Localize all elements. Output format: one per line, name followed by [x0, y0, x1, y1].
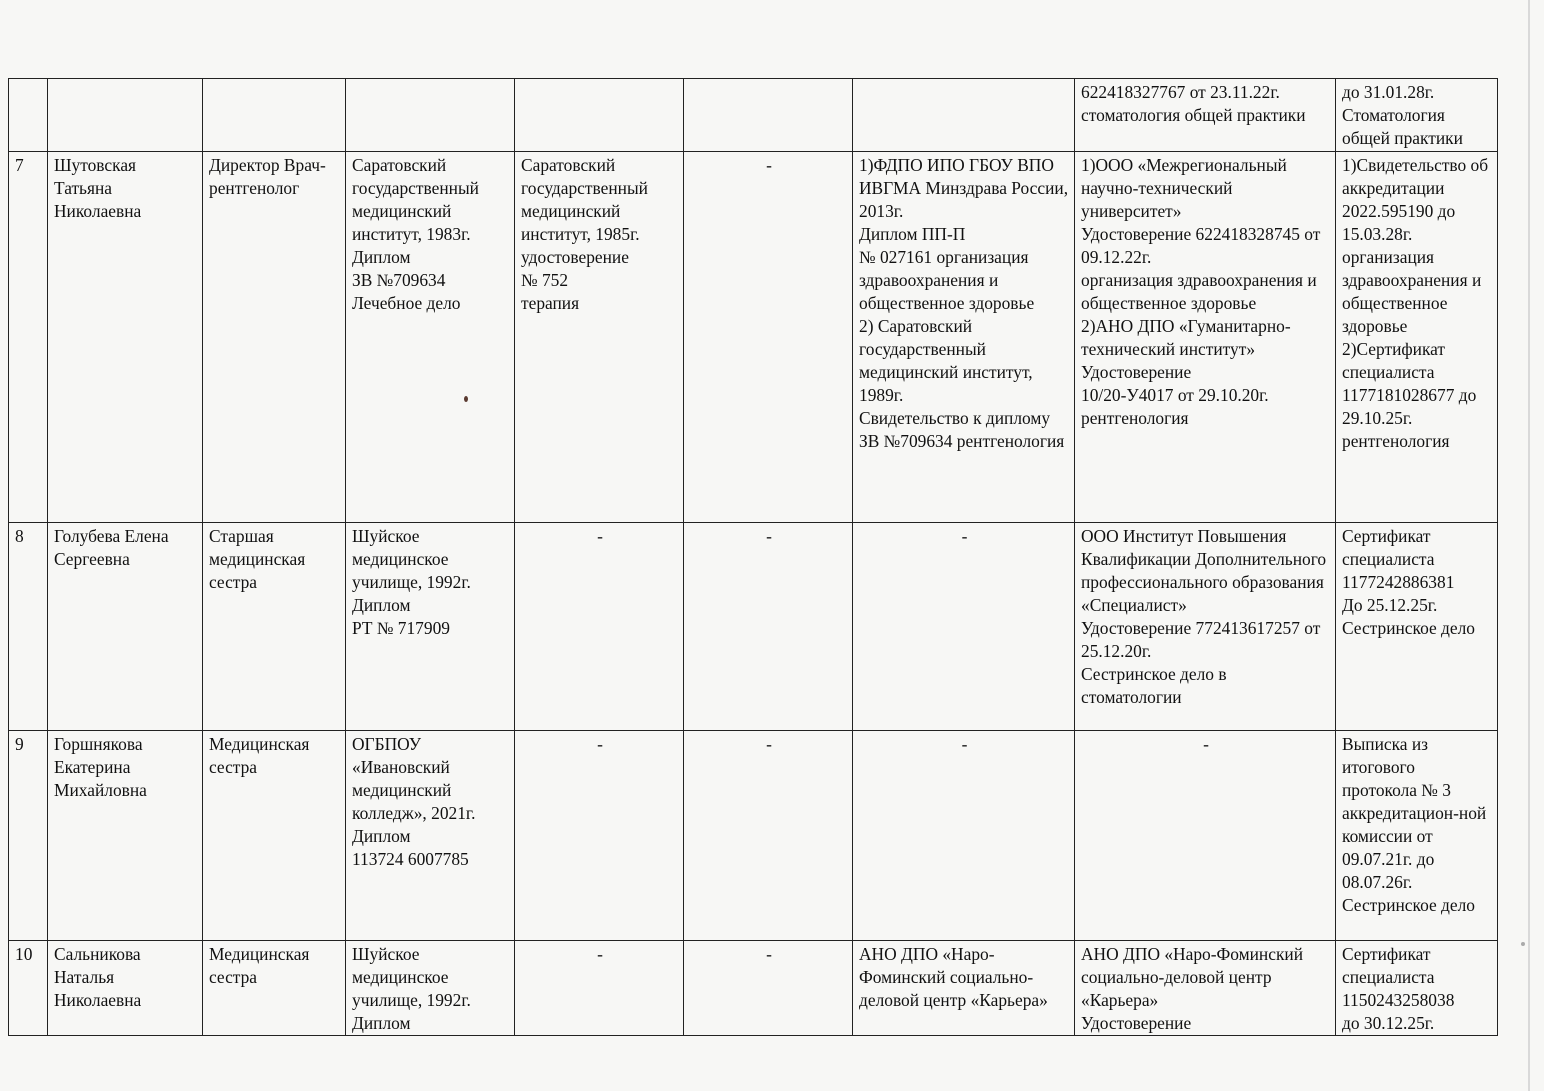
employee-position [203, 79, 346, 152]
qualification-cell: 622418327767 от 23.11.22г. стоматология общей практики [1075, 79, 1336, 152]
internship-cell: Саратовский государственный медицинский институт, 1985г. удостоверение № 752 терапия [515, 152, 684, 523]
table-row [9, 731, 1498, 941]
row-number: 7 [9, 152, 48, 523]
education-cell [346, 79, 515, 152]
internship-cell: - [515, 523, 684, 731]
employee-name: Горшнякова Екатерина Михайловна [48, 731, 203, 941]
qualification-cell: 1)ООО «Межрегиональный научно-технический университет» Удостоверение 622418328745 от 09.12.22г. организация здравоохранения и общественное здоровье 2)АНО ДПО «Гуманитарно-технический институт» Удостоверение 10/20-У4017 от 29.10.20г. рентгенология [1075, 152, 1336, 523]
education-cell: ОГБПОУ «Ивановский медицинский колледж», 2021г. Диплом 113724 6007785 [346, 731, 515, 941]
residency-cell: - [684, 152, 853, 523]
employee-name: Голубева Елена Сергеевна [48, 523, 203, 731]
retraining-cell: - [853, 731, 1075, 941]
residency-cell [684, 79, 853, 152]
row-number: 10 [9, 941, 48, 1036]
ink-speck [1521, 942, 1525, 946]
retraining-cell [853, 79, 1075, 152]
qualification-cell: АНО ДПО «Наро-Фоминский социально-деловой центр «Карьера» Удостоверение [1075, 941, 1336, 1036]
table-row [9, 152, 1498, 523]
employee-name [48, 79, 203, 152]
employee-name: Сальникова Наталья Николаевна [48, 941, 203, 1036]
internship-cell: - [515, 731, 684, 941]
certificate-cell: 1)Свидетельство об аккредитации 2022.595190 до 15.03.28г. организация здравоохранения и общественное здоровье 2)Сертификат специалиста 1177181028677 до 29.10.25г. рентгенология [1336, 152, 1498, 523]
education-cell: Саратовский государственный медицинский институт, 1983г. Диплом ЗВ №709634 Лечебное дело [346, 152, 515, 523]
page-edge [1528, 0, 1530, 1091]
internship-cell [515, 79, 684, 152]
table-row [9, 941, 1498, 1036]
employee-position: Директор Врач-рентгенолог [203, 152, 346, 523]
residency-cell: - [684, 731, 853, 941]
retraining-cell: 1)ФДПО ИПО ГБОУ ВПО ИВГМА Минздрава России, 2013г. Диплом ПП-П № 027161 организация здравоохранения и общественное здоровье 2) Саратовский государственный медицинский институт, 1989г. Свидетельство к диплому ЗВ №709634 рентгенология [853, 152, 1075, 523]
table-row [9, 523, 1498, 731]
staff-qualification-table [8, 78, 1498, 1036]
row-number: 8 [9, 523, 48, 731]
table-row [9, 79, 1498, 152]
certificate-cell: до 31.01.28г. Стоматология общей практики [1336, 79, 1498, 152]
retraining-cell: - [853, 523, 1075, 731]
certificate-cell: Сертификат специалиста 1177242886381 До 25.12.25г. Сестринское дело [1336, 523, 1498, 731]
employee-position: Старшая медицинская сестра [203, 523, 346, 731]
residency-cell: - [684, 941, 853, 1036]
qualification-cell: - [1075, 731, 1336, 941]
education-cell: Шуйское медицинское училище, 1992г. Диплом РТ № 717909 [346, 523, 515, 731]
employee-position: Медицинская сестра [203, 941, 346, 1036]
education-cell: Шуйское медицинское училище, 1992г. Диплом [346, 941, 515, 1036]
retraining-cell: АНО ДПО «Наро-Фоминский социально-деловой центр «Карьера» [853, 941, 1075, 1036]
employee-name: Шутовская Татьяна Николаевна [48, 152, 203, 523]
internship-cell: - [515, 941, 684, 1036]
certificate-cell: Выписка из итогового протокола № 3 аккредитацион-ной комиссии от 09.07.21г. до 08.07.26г. Сестринское дело [1336, 731, 1498, 941]
certificate-cell: Сертификат специалиста 1150243258038 до 30.12.25г. [1336, 941, 1498, 1036]
row-number: 9 [9, 731, 48, 941]
row-number [9, 79, 48, 152]
employee-position: Медицинская сестра [203, 731, 346, 941]
residency-cell: - [684, 523, 853, 731]
qualification-cell: ООО Институт Повышения Квалификации Дополнительного профессионального образования «Специалист» Удостоверение 772413617257 от 25.12.20г. Сестринское дело в стоматологии [1075, 523, 1336, 731]
